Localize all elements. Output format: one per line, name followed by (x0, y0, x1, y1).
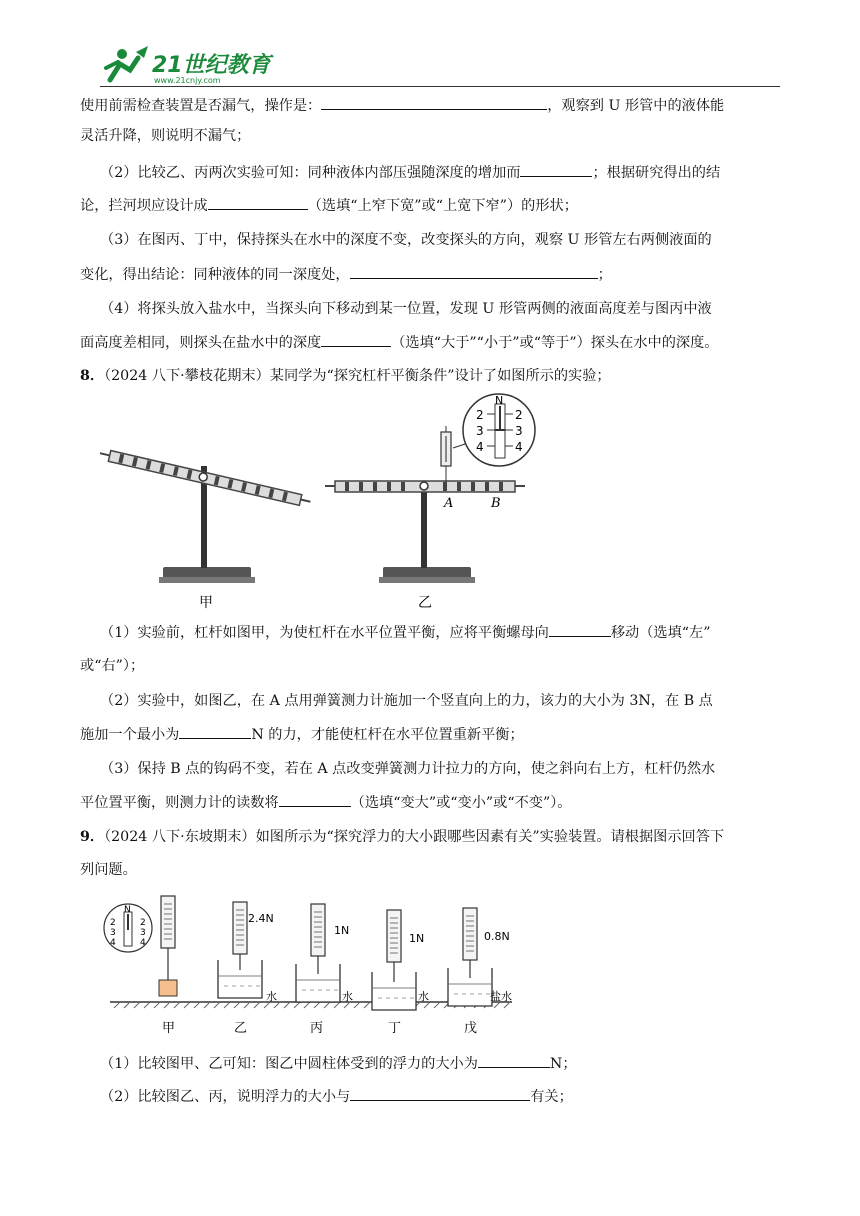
question-8-stem: 8．（2024 八下·攀枝花期末）某同学为“探究杠杆平衡条件”设计了如图所示的实验； (80, 368, 611, 384)
svg-text:2: 2 (110, 918, 116, 928)
site-logo (100, 40, 300, 86)
answer-blank[interactable] (321, 332, 391, 347)
text-line: 施加一个最小为 N 的力，才能使杠杆在水平位置重新平衡； (80, 724, 780, 745)
text-line: 或“右”）； (80, 658, 145, 674)
svg-text:水: 水 (342, 990, 353, 1003)
answer-blank[interactable] (321, 95, 547, 110)
page-header (100, 40, 780, 86)
svg-text:A: A (444, 496, 454, 511)
svg-text:戊: 戊 (464, 1021, 478, 1036)
text-line: 使用前需检查装置是否漏气，操作是： ，观察到 U 形管中的液体能 (80, 95, 780, 116)
buoyancy-figure (100, 892, 520, 1042)
svg-text:N: N (124, 905, 131, 915)
answer-blank[interactable] (478, 1053, 550, 1068)
svg-text:1N: 1N (334, 924, 350, 937)
svg-text:乙: 乙 (418, 595, 432, 611)
svg-text:N: N (495, 394, 504, 407)
answer-blank[interactable] (520, 162, 592, 177)
answer-blank[interactable] (549, 622, 611, 637)
svg-text:水: 水 (418, 990, 429, 1003)
svg-text:4: 4 (140, 938, 146, 948)
svg-text:2: 2 (476, 408, 484, 422)
svg-text:盐水: 盐水 (490, 990, 512, 1003)
text-line: （2）实验中，如图乙，在 A 点用弹簧测力计施加一个竖直向上的力，该力的大小为 3N，在 B 点 (100, 693, 713, 709)
question-9-stem: 9．（2024 八下·东坡期末）如图所示为“探究浮力的大小跟哪些因素有关”实验装置。请根据图示回答下 (80, 829, 725, 845)
svg-text:0.8N: 0.8N (484, 930, 510, 943)
text-line: （1）实验前，杠杆如图甲，为使杠杆在水平位置平衡，应将平衡螺母向 移动（选填“左” (100, 622, 800, 643)
svg-text:甲: 甲 (199, 595, 213, 611)
svg-text:3: 3 (515, 424, 523, 438)
svg-text:2.4N: 2.4N (248, 912, 274, 925)
text-line: （3）在图丙、丁中，保持探头在水中的深度不变，改变探头的方向，观察 U 形管左右两侧液面的 (100, 232, 712, 248)
text-line: 平位置平衡，则测力计的读数将 （选填“变大”或“变小”或“不变”）。 (80, 792, 780, 813)
svg-text:21世纪教育: 21世纪教育 (152, 53, 271, 78)
svg-text:2: 2 (140, 918, 146, 928)
answer-blank[interactable] (279, 792, 351, 807)
svg-text:3: 3 (476, 424, 484, 438)
lever-figure (95, 392, 555, 614)
text-line: 变化，得出结论：同种液体的同一深度处， ； (80, 264, 780, 285)
svg-text:3: 3 (110, 928, 116, 938)
svg-text:4: 4 (110, 938, 116, 948)
answer-blank[interactable] (179, 724, 251, 739)
lever-yi (325, 394, 535, 611)
svg-text:乙: 乙 (234, 1021, 248, 1036)
answer-blank[interactable] (350, 264, 598, 279)
text-line: 论，拦河坝应设计成 （选填“上窄下宽”或“上宽下窄”）的形状； (80, 195, 780, 216)
text-line: （2）比较乙、丙两次实验可知：同种液体内部压强随深度的增加而 ；根据研究得出的结 (100, 162, 800, 183)
svg-text:丁: 丁 (388, 1021, 402, 1036)
svg-text:www.21cnjy.com: www.21cnjy.com (154, 76, 221, 85)
text-line: （3）保持 B 点的钩码不变，若在 A 点改变弹簧测力计拉力的方向，使之斜向右上方，杠杆仍然水 (100, 761, 716, 777)
text-line: （1）比较图甲、乙可知：图乙中圆柱体受到的浮力的大小为 N； (100, 1053, 800, 1074)
header-divider (100, 86, 780, 87)
lever-jia (99, 448, 312, 611)
svg-text:丙: 丙 (310, 1021, 324, 1036)
svg-text:甲: 甲 (162, 1021, 176, 1036)
svg-text:3: 3 (140, 928, 146, 938)
svg-text:B: B (491, 496, 501, 511)
text-line: （4）将探头放入盐水中，当探头向下移动到某一位置，发现 U 形管两侧的液面高度差与图丙中液 (100, 301, 712, 317)
svg-text:4: 4 (515, 440, 523, 454)
text-line: （2）比较图乙、丙，说明浮力的大小与 有关； (100, 1086, 800, 1107)
text-line: 列问题。 (80, 862, 137, 878)
svg-text:水: 水 (266, 990, 277, 1003)
answer-blank[interactable] (350, 1086, 530, 1101)
svg-text:1N: 1N (409, 932, 425, 945)
text-line: 面高度差相同，则探头在盐水中的深度 （选填“大于”“小于”或“等于”）探头在水中的深度。 (80, 332, 780, 353)
svg-text:2: 2 (515, 408, 523, 422)
svg-text:4: 4 (476, 440, 484, 454)
text-line: 灵活升降，则说明不漏气； (80, 128, 251, 144)
cylinder-block (159, 980, 177, 996)
answer-blank[interactable] (208, 195, 308, 210)
